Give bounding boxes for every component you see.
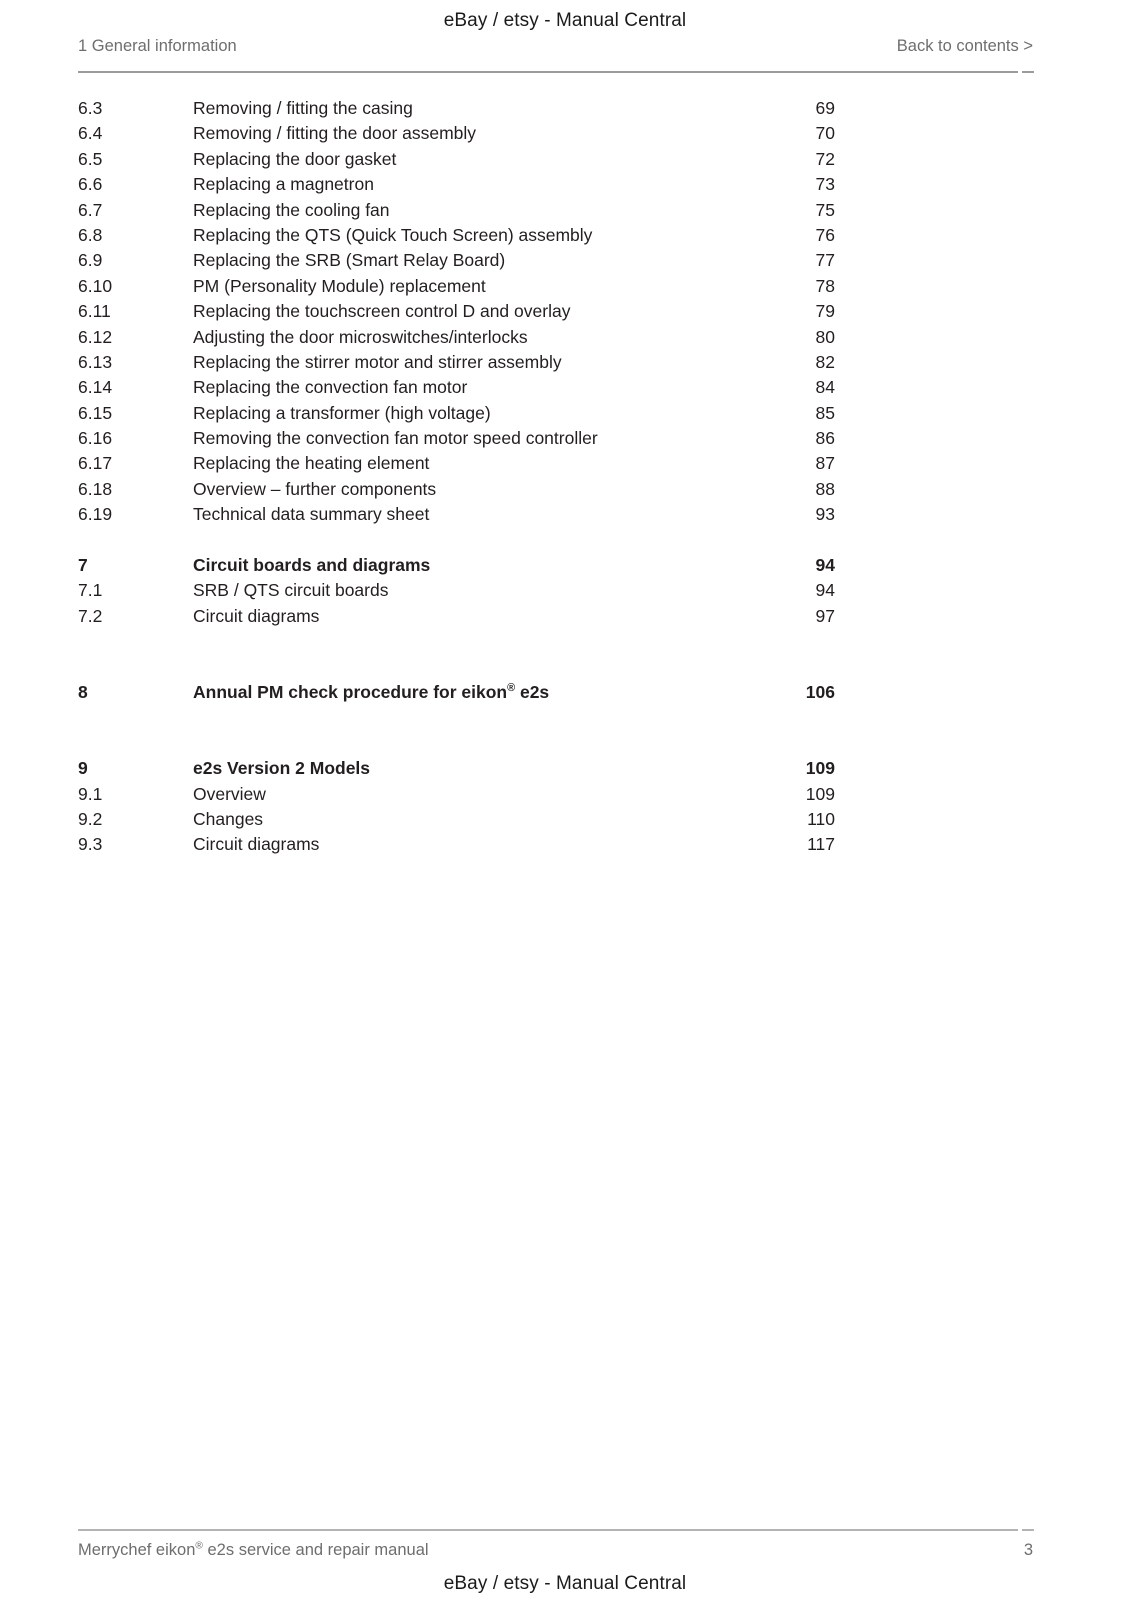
footer-page-number: 3: [1023, 1541, 1033, 1559]
toc-row-number: 9.2: [78, 808, 103, 829]
toc-row-number: 6.8: [78, 224, 103, 245]
toc-row-number: 6.18: [78, 478, 113, 499]
header-divider: [78, 71, 1018, 73]
watermark-top: eBay / etsy - Manual Central: [443, 10, 687, 31]
toc-row-number: 6.11: [78, 301, 111, 322]
toc-row[interactable]: [78, 350, 835, 375]
toc-row-page-number: 70: [815, 123, 835, 144]
toc-spacer: [78, 528, 835, 553]
toc-spacer: [78, 655, 835, 680]
toc-row-page-number: 79: [815, 301, 835, 322]
toc-row[interactable]: [78, 248, 835, 273]
toc-row-number: 6.12: [78, 326, 113, 347]
toc-row-page-number: 109: [805, 758, 835, 779]
toc-row-number: 6.6: [78, 174, 103, 195]
toc-row-page-number: 82: [815, 351, 835, 372]
toc-row-title: PM (Personality Module) replacement: [193, 275, 486, 296]
toc-row-page-number: 76: [815, 224, 835, 245]
toc-row-title: Circuit diagrams: [193, 834, 320, 855]
toc-spacer: [78, 731, 835, 756]
toc-row[interactable]: [78, 680, 835, 705]
toc-row[interactable]: [78, 375, 835, 400]
toc-row-title: Removing / fitting the casing: [193, 98, 413, 118]
toc-row[interactable]: [78, 299, 835, 324]
running-header: [78, 37, 1033, 56]
toc-row[interactable]: [78, 426, 835, 451]
toc-row-number: 7.2: [78, 605, 103, 626]
toc-row-number: 6.16: [78, 428, 113, 449]
toc-row[interactable]: [78, 172, 835, 197]
toc-row-title: Replacing a transformer (high voltage): [193, 402, 491, 423]
toc-row-number: 9.3: [78, 834, 103, 855]
toc-row[interactable]: [78, 96, 835, 121]
toc-row-title: Replacing the stirrer motor and stirrer assembly: [193, 351, 562, 372]
toc-row-page-number: 87: [815, 453, 835, 474]
toc-row[interactable]: [78, 401, 835, 426]
toc-row[interactable]: [78, 832, 835, 857]
footer-manual-title-post: e2s service and repair manual: [202, 1541, 429, 1559]
back-to-contents-link[interactable]: Back to contents >: [896, 37, 1033, 55]
toc-row-page-number: 75: [815, 199, 835, 220]
toc-row-title: [193, 680, 775, 705]
toc-row-page-number: 78: [815, 275, 835, 296]
toc-row[interactable]: [78, 198, 835, 223]
watermark-bottom: eBay / etsy - Manual Central: [443, 1573, 687, 1594]
toc-row-title: Circuit boards and diagrams: [193, 555, 431, 576]
toc-row[interactable]: [78, 223, 835, 248]
registered-trademark-icon: ®: [195, 1540, 203, 1552]
toc-row[interactable]: [78, 604, 835, 629]
toc-row-title: Replacing the touchscreen control D and overlay: [193, 301, 571, 322]
toc-row-title: Replacing the heating element: [193, 453, 430, 474]
toc-row-title: Replacing the cooling fan: [193, 199, 390, 220]
toc-row-page-number: 88: [815, 478, 835, 499]
toc-row-title-post: e2s: [515, 681, 550, 702]
toc-row-page-number: 72: [815, 148, 835, 169]
toc-row-page-number: 84: [815, 377, 835, 398]
toc-row-title: Replacing the convection fan motor: [193, 377, 468, 398]
toc-row-title: Adjusting the door microswitches/interlocks: [193, 326, 528, 347]
toc-row-title: Overview – further components: [193, 478, 437, 499]
toc-row-title: Technical data summary sheet: [193, 504, 430, 525]
toc-row-title: Removing the convection fan motor speed controller: [193, 428, 598, 449]
toc-row-page-number: 110: [807, 808, 835, 829]
toc-row-title-pre: Annual PM check procedure for eikon: [193, 681, 508, 702]
toc-row-title: Replacing the QTS (Quick Touch Screen) assembly: [193, 224, 593, 245]
toc-row-title: SRB / QTS circuit boards: [193, 580, 389, 601]
toc-row[interactable]: [78, 756, 835, 781]
table-of-contents: [78, 96, 835, 858]
running-footer: [78, 1541, 1033, 1560]
toc-row[interactable]: [78, 553, 835, 578]
toc-row-title: Replacing the SRB (Smart Relay Board): [193, 250, 506, 271]
toc-row-title: Circuit diagrams: [193, 605, 320, 626]
toc-row-number: 6.17: [78, 453, 113, 474]
footer-divider: [78, 1529, 1018, 1531]
toc-row-number: 6.15: [78, 402, 113, 423]
footer-divider-tick: [1022, 1529, 1034, 1531]
toc-row-title: Replacing the door gasket: [193, 148, 397, 169]
toc-row-title: Replacing a magnetron: [193, 174, 374, 195]
footer-manual-title: [78, 1541, 429, 1560]
toc-row-page-number: 80: [815, 326, 835, 347]
toc-row[interactable]: [78, 451, 835, 476]
toc-row-number: 6.5: [78, 148, 103, 169]
toc-row[interactable]: [78, 578, 835, 603]
toc-row-number: 8: [78, 681, 88, 702]
toc-row-number: 6.14: [78, 377, 113, 398]
toc-row-number: 9: [78, 758, 88, 779]
toc-row-title: Overview: [193, 783, 266, 804]
toc-row[interactable]: [78, 325, 835, 350]
toc-row-number: 6.9: [78, 250, 103, 271]
toc-row-page-number: 109: [805, 783, 835, 804]
toc-row-number: 7.1: [78, 580, 103, 601]
toc-row-number: 9.1: [78, 783, 103, 804]
toc-row[interactable]: [78, 147, 835, 172]
registered-trademark-icon: ®: [507, 682, 516, 695]
toc-row-number: 6.3: [78, 98, 103, 118]
toc-row-page-number: 93: [815, 504, 835, 525]
toc-row-number: 6.7: [78, 199, 103, 220]
toc-row-page-number: 94: [815, 555, 835, 576]
toc-row[interactable]: [78, 477, 835, 502]
toc-row-title: e2s Version 2 Models: [193, 758, 371, 779]
toc-row-title: Changes: [193, 808, 264, 829]
toc-row-page-number: 77: [815, 250, 835, 271]
toc-row-page-number: 106: [805, 681, 835, 702]
toc-row-title: Removing / fitting the door assembly: [193, 123, 477, 144]
toc-row-number: 6.19: [78, 504, 113, 525]
footer-manual-title-pre: Merrychef eikon: [78, 1541, 196, 1559]
toc-row[interactable]: [78, 274, 835, 299]
toc-row-page-number: 94: [815, 580, 835, 601]
toc-row-page-number: 97: [815, 605, 835, 626]
toc-row-number: 6.10: [78, 275, 113, 296]
toc-row[interactable]: [78, 502, 835, 527]
header-divider-tick: [1022, 71, 1034, 73]
toc-row-page-number: 86: [815, 428, 835, 449]
toc-row-page-number: 85: [815, 402, 835, 423]
toc-row[interactable]: [78, 782, 835, 807]
toc-row-page-number: 69: [815, 98, 835, 118]
toc-spacer: [78, 705, 835, 730]
toc-spacer: [78, 629, 835, 654]
toc-row-page-number: 73: [815, 174, 835, 195]
toc-row-page-number: 117: [807, 834, 835, 855]
toc-row-number: 6.4: [78, 123, 103, 144]
toc-row[interactable]: [78, 121, 835, 146]
toc-row-number: 7: [78, 555, 88, 576]
toc-row[interactable]: [78, 807, 835, 832]
toc-row-number: 6.13: [78, 351, 113, 372]
header-section-label: 1 General information: [78, 37, 237, 55]
